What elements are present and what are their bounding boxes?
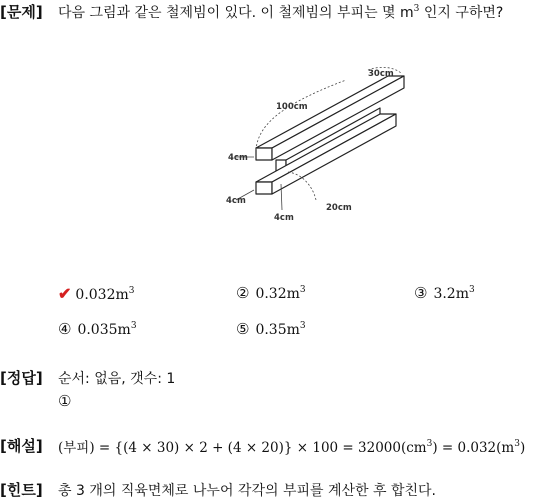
choice-3-value: 3.2m <box>433 286 469 302</box>
checkmark-icon: ✔ <box>58 284 72 303</box>
choice-3-number: ③ <box>414 284 428 302</box>
choice-4-number: ④ <box>58 320 72 338</box>
explanation-formula-end: ) <box>519 440 526 456</box>
question-tag: [문제] <box>0 3 43 21</box>
choice-1-value: 0.032m <box>75 287 129 303</box>
question-text <box>58 2 503 22</box>
answer-value <box>58 392 77 410</box>
choice-2[interactable] <box>236 284 306 302</box>
explanation-formula-part2: ) = 0.032(m <box>432 440 515 456</box>
question-body: 다음 그림과 같은 철제빔이 있다. 이 철제빔의 부피는 몇 m <box>58 5 414 21</box>
hint-text: 총 3 개의 직육면체로 나누어 각각의 부피를 계산한 후 합친다. <box>58 483 436 499</box>
choice-1-sup: 3 <box>128 286 135 296</box>
choice-4-sup: 3 <box>130 321 137 331</box>
choice-5-sup: 3 <box>299 321 306 331</box>
hint-tag: [힌트] <box>0 481 43 499</box>
choice-2-number: ② <box>236 284 250 302</box>
answer-order-count: 순서: 없음, 갯수: 1 <box>58 371 176 387</box>
choice-5-number: ⑤ <box>236 320 250 338</box>
explanation-sup1: 3 <box>426 439 433 449</box>
answer-number: ① <box>58 392 72 410</box>
choice-5[interactable] <box>236 320 306 338</box>
choice-2-sup: 3 <box>299 285 306 295</box>
choice-5-value: 0.35m <box>255 322 300 338</box>
bottom-flange-front-face <box>256 182 272 194</box>
choice-4-value: 0.035m <box>77 322 131 338</box>
choice-3[interactable] <box>414 284 475 302</box>
explanation-formula-part1: (부피) = {(4 × 30) × 2 + (4 × 20)} × 100 = 32000(cm <box>58 440 427 456</box>
top-flange-front-face <box>256 148 272 160</box>
bottom-thickness-label: 4cm <box>226 196 246 206</box>
length-label: 100cm <box>276 102 308 112</box>
choice-1[interactable] <box>58 284 135 303</box>
top-width-label: 30cm <box>368 69 394 79</box>
bottom-width-label: 20cm <box>326 203 352 213</box>
choice-4[interactable] <box>58 320 137 338</box>
choice-2-value: 0.32m <box>255 286 300 302</box>
answer-tag: [정답] <box>0 369 43 387</box>
web-thickness-label: 4cm <box>274 213 294 223</box>
steel-beam-figure <box>218 62 418 232</box>
choice-3-sup: 3 <box>469 285 475 295</box>
flange-thickness-label: 4cm <box>228 153 248 163</box>
question-end: 인지 구하면? <box>419 5 504 21</box>
explanation-sup2: 3 <box>514 439 520 449</box>
explanation-formula <box>58 436 525 456</box>
question-unit-sup: 3 <box>413 4 420 14</box>
explanation-tag: [해설] <box>0 437 43 455</box>
